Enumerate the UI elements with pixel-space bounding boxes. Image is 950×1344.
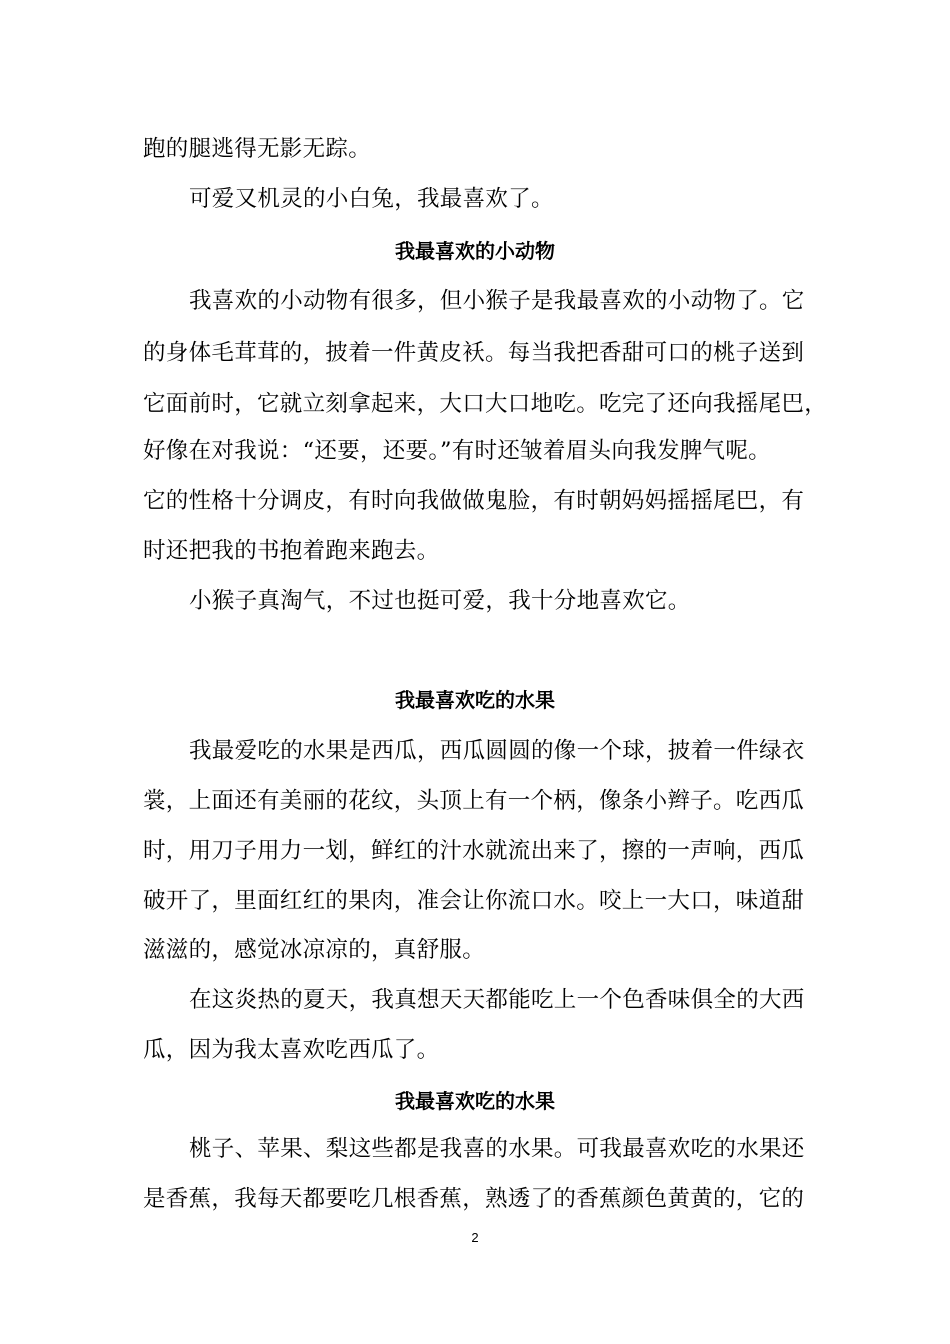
paragraph-line: 它面前时，它就立刻拿起来，大口大口地吃。吃完了还向我摇尾巴，: [143, 391, 828, 417]
essay-title: 我最喜欢吃的水果: [395, 688, 555, 712]
paragraph-line: 小猴子真淘气，不过也挺可爱，我十分地喜欢它。: [189, 588, 691, 614]
essay-title: 我最喜欢吃的水果: [395, 1089, 555, 1113]
paragraph-line: 的身体毛茸茸的，披着一件黄皮袄。每当我把香甜可口的桃子送到: [143, 340, 805, 366]
paragraph-line: 跑的腿逃得无影无踪。: [143, 136, 372, 162]
page-number: 2: [471, 1230, 479, 1245]
paragraph-line: 它的性格十分调皮，有时向我做做鬼脸，有时朝妈妈摇摇尾巴，有: [143, 488, 805, 514]
paragraph-line: 是香蕉，我每天都要吃几根香蕉，熟透了的香蕉颜色黄黄的，它的: [143, 1186, 805, 1212]
paragraph-line: 桃子、苹果、梨这些都是我喜的水果。可我最喜欢吃的水果还: [189, 1136, 805, 1162]
paragraph-line: 裳，上面还有美丽的花纹，头顶上有一个柄，像条小辫子。吃西瓜: [143, 788, 805, 814]
paragraph-line: 在这炎热的夏天，我真想天天都能吃上一个色香味俱全的大西: [189, 987, 805, 1013]
paragraph-line: 可爱又机灵的小白兔，我最喜欢了。: [189, 186, 554, 212]
paragraph-line: 时，用刀子用力一划，鲜红的汁水就流出来了，擦的一声响，西瓜: [143, 838, 805, 864]
paragraph-line: 时还把我的书抱着跑来跑去。: [143, 538, 440, 564]
paragraph-line: 我最爱吃的水果是西瓜，西瓜圆圆的像一个球，披着一件绿衣: [189, 738, 805, 764]
essay-title: 我最喜欢的小动物: [395, 239, 555, 263]
paragraph-line: 我喜欢的小动物有很多，但小猴子是我最喜欢的小动物了。它: [189, 288, 805, 314]
paragraph-line: 好像在对我说：“还要，还要。”有时还皱着眉头向我发脾气呢。: [143, 438, 771, 464]
paragraph-line: 滋滋的，感觉冰凉凉的，真舒服。: [143, 937, 486, 963]
paragraph-line: 瓜，因为我太喜欢吃西瓜了。: [143, 1037, 440, 1063]
paragraph-line: 破开了，里面红红的果肉，准会让你流口水。咬上一大口，味道甜: [143, 888, 805, 914]
